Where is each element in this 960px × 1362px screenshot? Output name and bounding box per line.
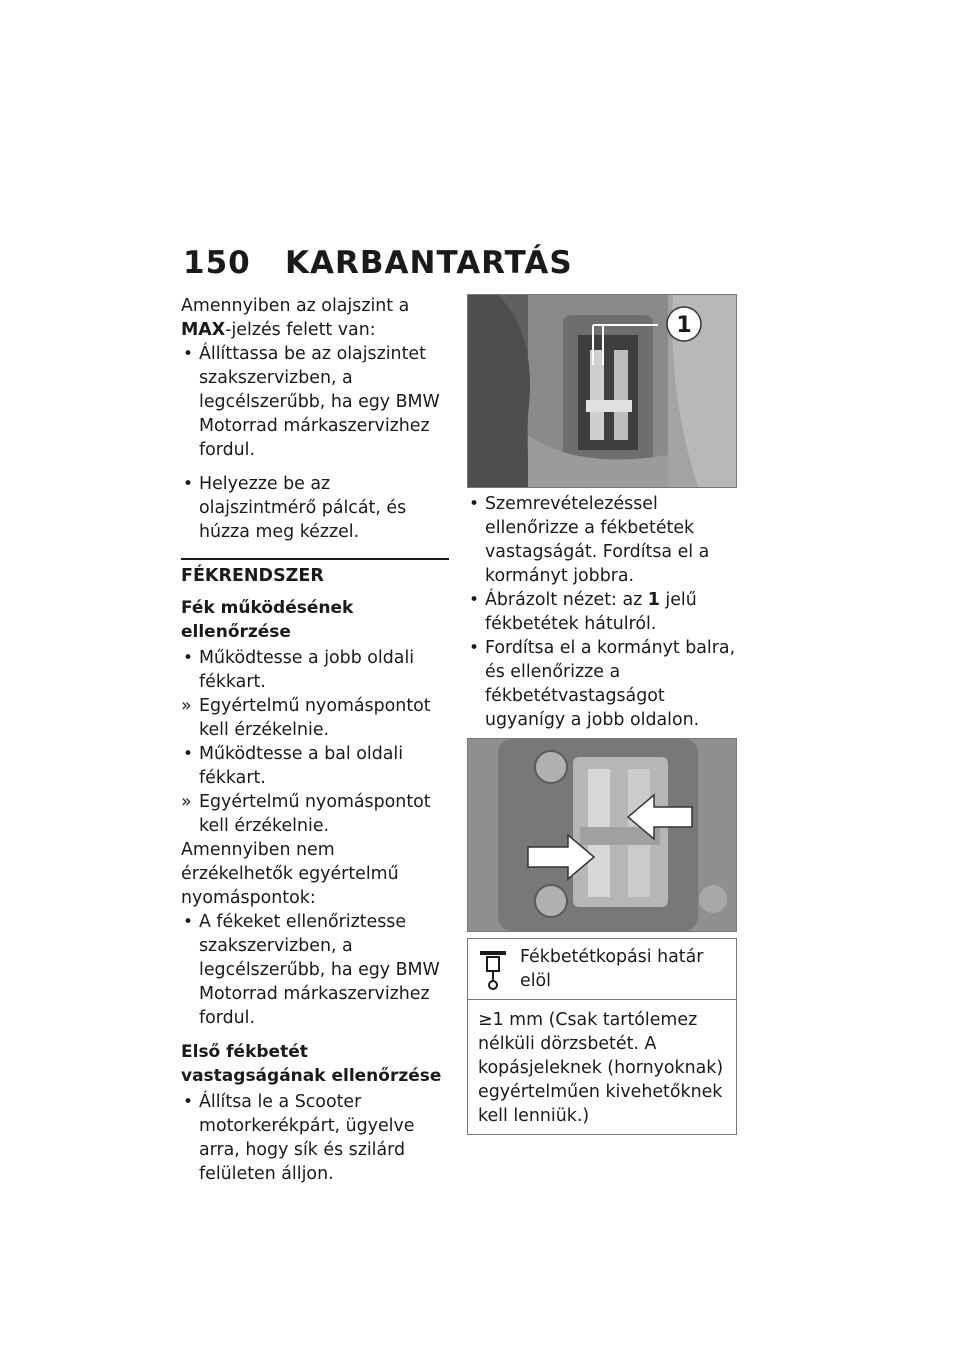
spec-box [467,938,737,1135]
brake-step-2: • Működtesse a bal oldali fékkart. [181,742,449,790]
pad-step-2: • Szemrevételezéssel ellenőrizze a fékbetétek vastagságát. Fordítsa el a kormányt jobbra. [467,492,737,588]
chapter-title: KARBANTARTÁS [285,245,573,281]
brake-caliper-photo-1 [467,294,737,488]
brake-step-3: • A fékeket ellenőriztesse szakszervizben, a legcélszerűbb, ha egy BMW Motorrad márkaszervizhez fordul. [181,910,449,1030]
brake-step-1: • Működtesse a jobb oldali fékkart. [181,646,449,694]
brake-caliper-photo-2 [467,738,737,932]
brake-result-2: » Egyértelmű nyomáspontot kell érzékelnie. [181,790,449,838]
pad-step-3: • Ábrázolt nézet: az 1 jelű fékbetétek hátulról. [467,588,737,636]
spec-title: Fékbetétkopási határ elöl [520,947,704,991]
oil-condition: Amennyiben az olajszint a MAX-jelzés felett van: [181,296,410,340]
oil-step-1: • Állíttassa be az olajszintet szakszervizben, a legcélszerűbb, ha egy BMW Motorrad márkaszervizhez fordul. [181,342,449,462]
brake-condition: Amennyiben nem érzékelhetők egyértelmű nyomáspontok: [181,840,399,908]
section-divider [181,558,449,560]
spec-header [468,939,736,1000]
section-title: FÉKRENDSZER [181,566,324,586]
right-column [467,294,737,1135]
subsection-title-pad-thickness: Első fékbetét vastagságának ellenőrzése [181,1042,442,1086]
page-header [183,245,573,281]
brake-piston-icon [478,945,508,991]
callout-label: 1 [676,313,692,338]
pad-step-4: • Fordítsa el a kormányt balra, és ellenőrizze a fékbetétvastagságot ugyanígy a jobb oldalon. [467,636,737,732]
oil-step-2: • Helyezze be az olajszintmérő pálcát, és húzza meg kézzel. [181,472,449,544]
pad-step-1: • Állítsa le a Scooter motorkerékpárt, ügyelve arra, hogy sík és szilárd felületen álljon. [181,1090,449,1186]
subsection-title-brake-function: Fék működésének ellenőrzése [181,598,354,642]
page-number: 150 [183,245,251,281]
brake-result-1: » Egyértelmű nyomáspontot kell érzékelnie. [181,694,449,742]
left-column [181,294,449,1186]
spec-value: ≥1 mm (Csak tartólemez nélküli dörzsbetét. A kopásjeleknek (hornyoknak) egyértelműen kivehetőknek kell lenniük.) [478,1010,724,1126]
